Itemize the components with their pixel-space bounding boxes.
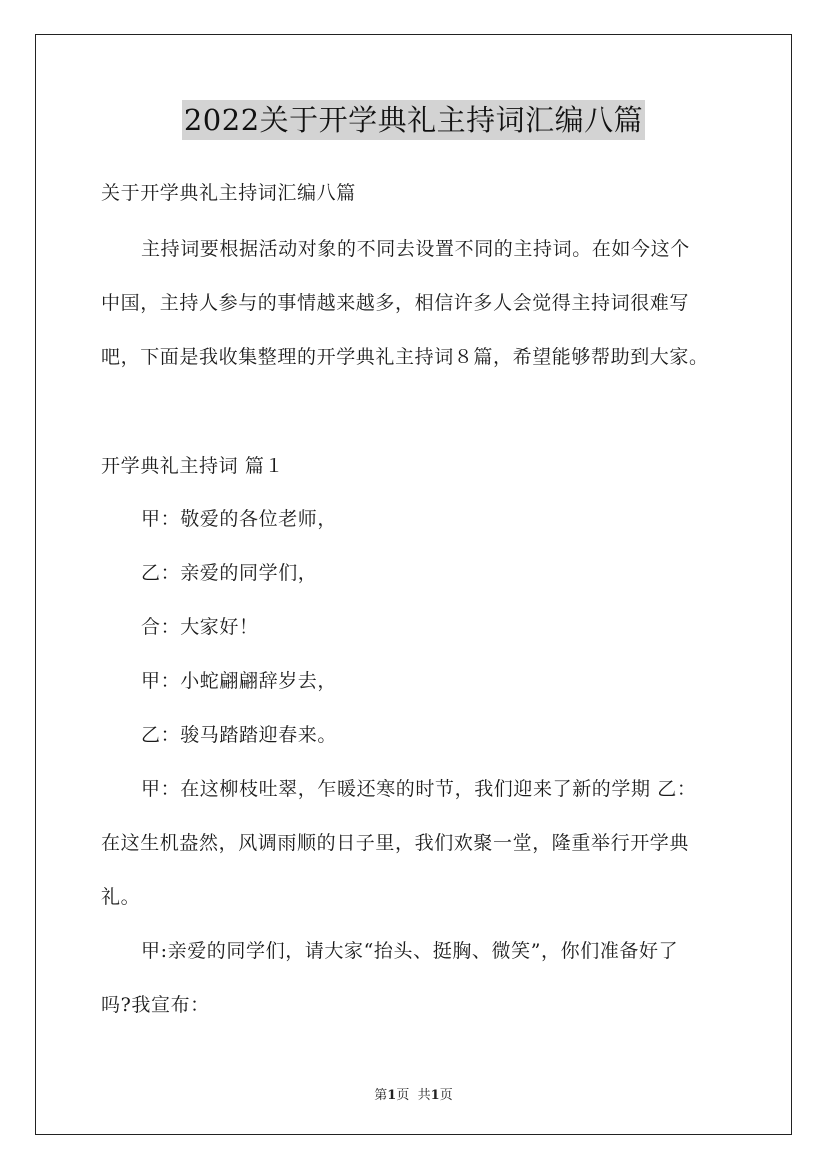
footer-page-prefix: 第: [374, 1088, 388, 1103]
intro-line-1: 主持词要根据活动对象的不同去设置不同的主持词。在如今这个: [141, 238, 690, 260]
intro-line-2: 中国，主持人参与的事情越来越多，相信许多人会觉得主持词很难写: [101, 292, 690, 314]
title-container: [0, 100, 827, 140]
document-title: 2022关于开学典礼主持词汇编八篇: [182, 100, 645, 140]
footer-total-prefix: 共: [417, 1088, 431, 1103]
footer-total-suffix: 页: [439, 1088, 453, 1103]
dialogue-line-1: 甲：敬爱的各位老师，: [141, 508, 338, 530]
dialogue-line-3: 合：大家好！: [141, 616, 259, 638]
paragraph-1-line-1: 甲：在这柳枝吐翠，乍暖还寒的时节，我们迎来了新的学期 乙：: [141, 778, 697, 800]
footer-page-number: 1: [387, 1088, 397, 1103]
dialogue-line-4: 甲：小蛇翩翩辞岁去，: [141, 670, 338, 692]
paragraph-2-line-2: 吗?我宣布：: [101, 994, 210, 1016]
page-footer: [0, 1084, 827, 1103]
dialogue-line-5: 乙：骏马踏踏迎春来。: [141, 724, 338, 746]
intro-line-3: 吧，下面是我收集整理的开学典礼主持词８篇，希望能够帮助到大家。: [101, 346, 709, 368]
footer-total-number: 1: [430, 1088, 440, 1103]
dialogue-line-2: 乙：亲爱的同学们，: [141, 562, 318, 584]
paragraph-2-line-1: 甲:亲爱的同学们，请大家“抬头、挺胸、微笑”，你们准备好了: [141, 940, 679, 962]
footer-page-suffix: 页: [396, 1088, 410, 1103]
document-subtitle: 关于开学典礼主持词汇编八篇: [101, 182, 356, 204]
section-heading: 开学典礼主持词 篇１: [101, 455, 285, 477]
paragraph-1-line-3: 礼。: [101, 886, 141, 908]
paragraph-1-line-2: 在这生机盎然，风调雨顺的日子里，我们欢聚一堂，隆重举行开学典: [101, 832, 690, 854]
